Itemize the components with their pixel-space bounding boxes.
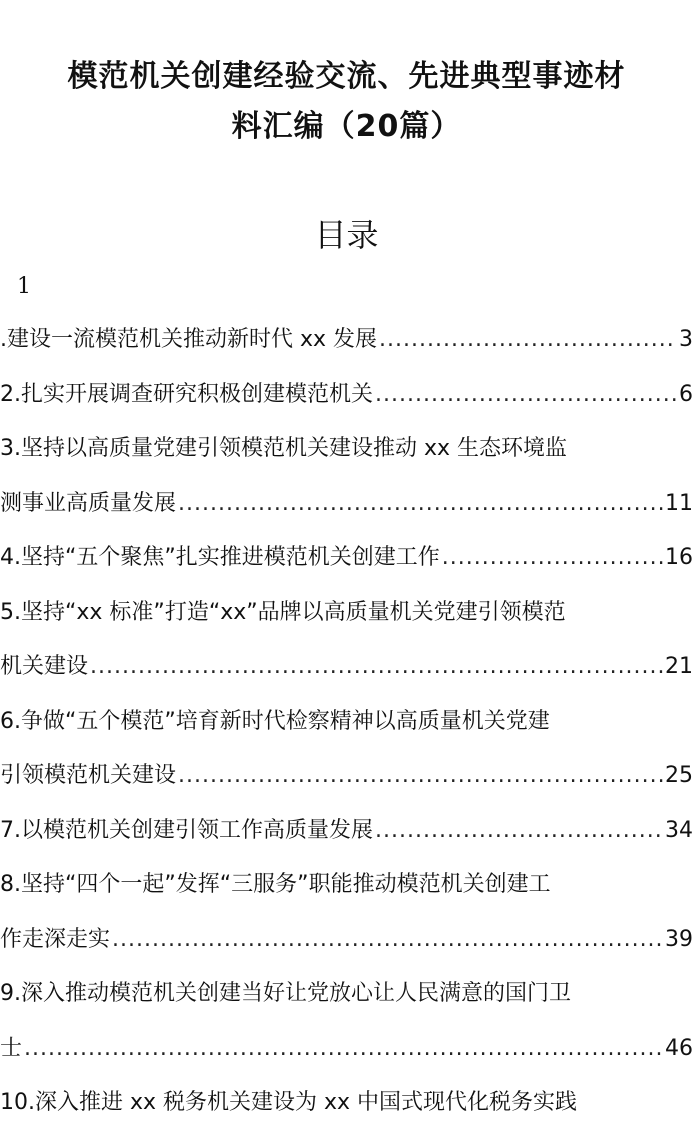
toc-entry[interactable] (0, 422, 693, 531)
toc-dot-leader (112, 913, 663, 968)
toc-entry-title: 8.坚持“四个一起”发挥“三服务”职能推动模范机关创建工 (0, 872, 551, 897)
toc-entry[interactable] (0, 1076, 693, 1131)
toc-page-number: 3 (679, 327, 693, 352)
toc-entry-line (0, 749, 693, 804)
toc-entry-title: 机关建设 (0, 654, 89, 679)
toc-entry[interactable] (0, 531, 693, 586)
toc-entry[interactable] (0, 586, 693, 695)
toc-entry-title: 6.争做“五个模范”培育新时代检察精神以高质量机关党建 (0, 708, 550, 734)
toc-heading: 目录 (314, 216, 379, 254)
toc-dot-leader (375, 368, 677, 423)
table-of-contents (0, 313, 693, 1131)
toc-entry-title: 5.坚持“xx 标准”打造“xx”品牌以高质量机关党建引领模范 (0, 599, 566, 625)
toc-entry-line (0, 858, 693, 913)
toc-dot-leader (178, 477, 663, 532)
toc-entry-title: 4.坚持“五个聚焦”扎实推进模范机关创建工作 (0, 545, 440, 570)
toc-page-number: 25 (665, 763, 693, 788)
toc-dot-leader (178, 749, 663, 804)
toc-entry-title: 7.以模范机关创建引领工作高质量发展 (0, 817, 373, 843)
toc-entry-line (0, 313, 693, 368)
toc-dot-leader (379, 313, 677, 368)
toc-entry-line (0, 967, 693, 1022)
document-title-line-1: 模范机关创建经验交流、先进典型事迹材 (67, 59, 626, 94)
document-title-line-2: 料汇编（20篇） (231, 109, 462, 144)
toc-entry-line (0, 586, 693, 641)
toc-entry-line (0, 477, 693, 532)
toc-entry-line (0, 804, 693, 859)
toc-entry-title: .建设一流模范机关推动新时代 xx 发展 (0, 327, 378, 352)
toc-entry-line (0, 1022, 693, 1077)
page-number-marker: 1 (17, 274, 31, 299)
toc-dot-leader (375, 804, 663, 859)
toc-dot-leader (24, 1022, 663, 1077)
toc-entry-line (0, 531, 693, 586)
toc-entry-line (0, 695, 693, 750)
toc-entry-title: 测事业高质量发展 (0, 490, 177, 516)
toc-page-number: 39 (665, 926, 693, 952)
toc-page-number: 46 (665, 1035, 693, 1061)
document-title (0, 52, 693, 152)
toc-entry-line (0, 422, 693, 477)
toc-page-number: 11 (665, 490, 693, 516)
toc-page-number: 34 (665, 817, 693, 843)
toc-entry[interactable] (0, 804, 693, 859)
toc-dot-leader (90, 640, 663, 695)
toc-page-number: 16 (665, 545, 693, 570)
toc-entry-line (0, 913, 693, 968)
toc-entry-title: 2.扎实开展调查研究积极创建模范机关 (0, 381, 373, 407)
toc-page-number: 21 (665, 654, 693, 679)
toc-entry[interactable] (0, 368, 693, 423)
toc-entry-title: 引领模范机关建设 (0, 763, 177, 788)
toc-entry-title: 作走深走实 (0, 926, 111, 952)
toc-entry-line (0, 640, 693, 695)
toc-dot-leader (442, 531, 663, 586)
toc-entry-title: 10.深入推进 xx 税务机关建设为 xx 中国式现代化税务实践 (0, 1090, 578, 1115)
toc-entry-title: 9.深入推动模范机关创建当好让党放心让人民满意的国门卫 (0, 981, 571, 1006)
toc-entry-title: 3.坚持以高质量党建引领模范机关建设推动 xx 生态环境监 (0, 436, 568, 461)
toc-page-number: 6 (679, 381, 693, 407)
toc-entry[interactable] (0, 858, 693, 967)
toc-entry-title: 士 (0, 1035, 23, 1061)
toc-entry-line (0, 368, 693, 423)
toc-entry[interactable] (0, 967, 693, 1076)
toc-entry-line (0, 1076, 693, 1131)
toc-entry[interactable] (0, 313, 693, 368)
toc-entry[interactable] (0, 695, 693, 804)
